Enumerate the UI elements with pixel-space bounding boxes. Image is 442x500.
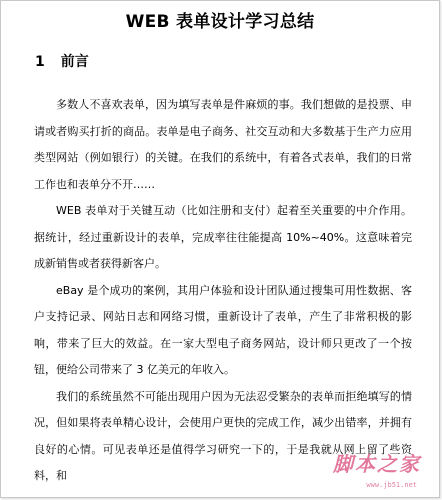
paragraph: 我们的系统虽然不可能出现用户因为无法忍受繁杂的表单而拒绝填写的情况，但如果将表单精心设计，会使用户更快的完成工作，减少出错率，并拥有良好的心情。可见表单还是值得学习研究一下的，于是我就从网上留了些资料，和 [34, 389, 412, 482]
document-body [34, 92, 412, 490]
document-title: WEB 表单设计学习总结 [125, 12, 315, 32]
watermark-url: www.jb51.net [366, 481, 417, 489]
paragraph: 多数人不喜欢表单，因为填写表单是件麻烦的事。我们想做的是投票、申请或者购买打折的商品。表单是电子商务、社交互动和大多数基于生产力应用类型网站（例如银行）的关键。在我们的系统中，有着各式表单，我们的日常工作也和表单分不开…… [34, 98, 412, 191]
paragraph: eBay 是个成功的案例，其用户体验和设计团队通过搜集可用性数据、客户支持记录、网站日志和网络习惯，重新设计了表单，产生了非常积极的影响，带来了巨大的效益。在一家大型电子商务网站，设计师只更改了一个按钮，便给公司带来了 3 亿美元的年收入。 [34, 283, 412, 376]
section-heading [35, 52, 89, 72]
section-number: 1 [35, 54, 45, 70]
paragraph: WEB 表单对于关键互动（比如注册和支付）起着至关重要的中介作用。据统计，经过重新设计的表单，完成率往往能提高 10%~40%。这意味着完成新销售或者获得新客户。 [34, 204, 412, 270]
watermark-logo: 脚本之家 [333, 452, 421, 476]
section-title: 前言 [60, 54, 89, 70]
